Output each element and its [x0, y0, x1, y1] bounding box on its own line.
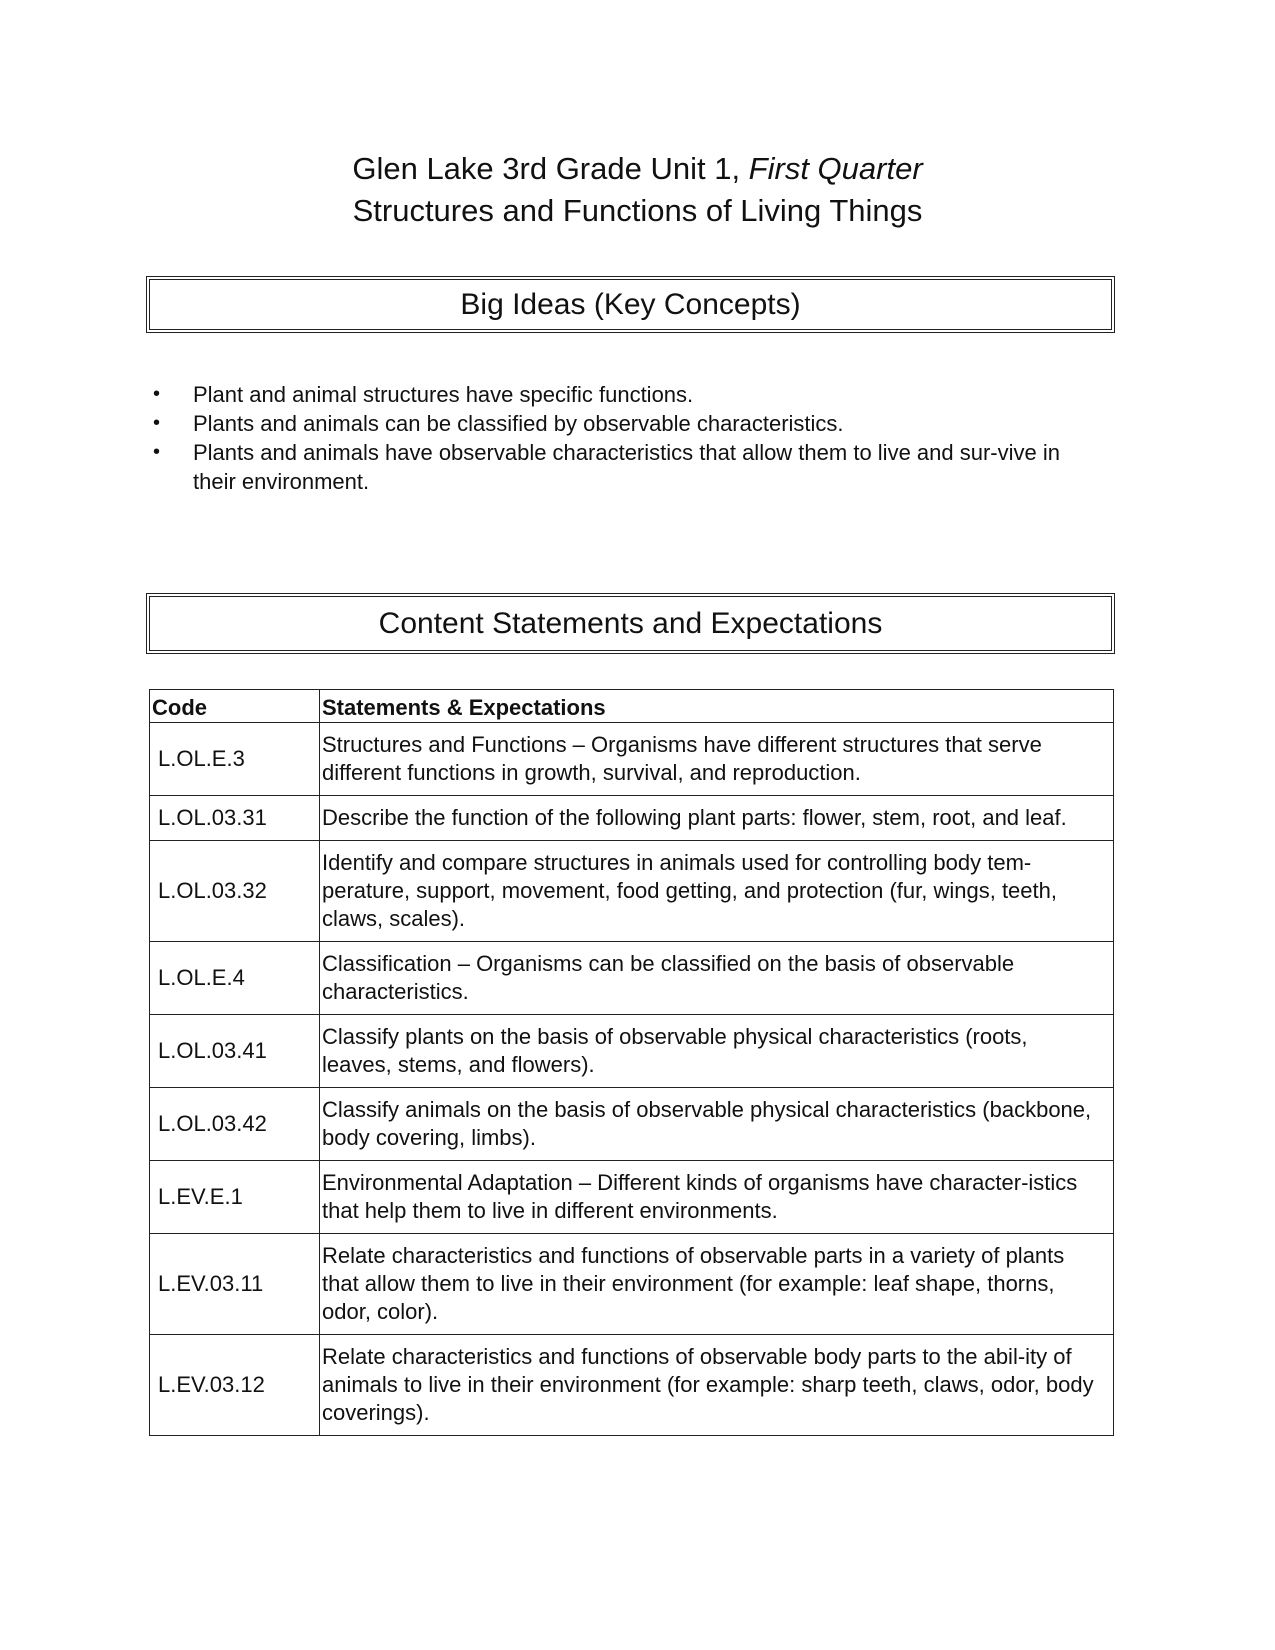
- content-statements-heading: Content Statements and Expectations: [146, 593, 1115, 654]
- row-statement: Classification – Organisms can be classified on the basis of observable characteristics.: [320, 942, 1114, 1015]
- table-header-row: [150, 690, 1114, 723]
- row-code: L.OL.E.4: [150, 942, 320, 1015]
- expectations-table: [149, 689, 1114, 1436]
- table-row: [150, 1015, 1114, 1088]
- row-code: L.OL.03.32: [150, 841, 320, 942]
- table-row: [150, 1088, 1114, 1161]
- row-code: L.OL.E.3: [150, 723, 320, 796]
- big-ideas-list: [153, 380, 1103, 496]
- row-statement: Environmental Adaptation – Different kinds of organisms have character-istics that help them to live in different environments.: [320, 1161, 1114, 1234]
- row-statement: Identify and compare structures in animals used for controlling body tem-perature, support, movement, food getting, and protection (fur, wings, teeth, claws, scales).: [320, 841, 1114, 942]
- document-title: [0, 148, 1275, 232]
- row-statement: Classify plants on the basis of observable physical characteristics (roots, leaves, stems, and flowers).: [320, 1015, 1114, 1088]
- row-code: L.EV.03.12: [150, 1335, 320, 1436]
- big-ideas-heading: Big Ideas (Key Concepts): [146, 276, 1115, 333]
- row-code: L.OL.03.31: [150, 796, 320, 841]
- row-code: L.OL.03.41: [150, 1015, 320, 1088]
- row-code: L.EV.03.11: [150, 1234, 320, 1335]
- big-idea-item: • Plants and animals can be classified by observable characteristics.: [153, 409, 1103, 438]
- title-line-1: [0, 148, 1275, 190]
- row-statement: Relate characteristics and functions of observable body parts to the abil-ity of animals to live in their environment (for example: sharp teeth, claws, odor, body coverings).: [320, 1335, 1114, 1436]
- column-header-statements: Statements & Expectations: [320, 690, 1114, 723]
- table-row: [150, 1335, 1114, 1436]
- table-row: [150, 841, 1114, 942]
- row-code: L.EV.E.1: [150, 1161, 320, 1234]
- column-header-code: Code: [150, 690, 320, 723]
- row-statement: Relate characteristics and functions of observable parts in a variety of plants that allow them to live in their environment (for example: leaf shape, thorns, odor, color).: [320, 1234, 1114, 1335]
- big-idea-item: • Plant and animal structures have specific functions.: [153, 380, 1103, 409]
- row-statement: Classify animals on the basis of observable physical characteristics (backbone, body covering, limbs).: [320, 1088, 1114, 1161]
- table-row: [150, 723, 1114, 796]
- row-code: L.OL.03.42: [150, 1088, 320, 1161]
- title-line-2: Structures and Functions of Living Things: [352, 193, 923, 228]
- big-idea-item: • Plants and animals have observable characteristics that allow them to live and sur-vive in their environment.: [153, 438, 1103, 496]
- title-main: Glen Lake 3rd Grade Unit 1,: [352, 151, 749, 186]
- table-row: [150, 796, 1114, 841]
- title-quarter: First Quarter: [748, 151, 923, 186]
- row-statement: Structures and Functions – Organisms have different structures that serve different functions in growth, survival, and reproduction.: [320, 723, 1114, 796]
- table-row: [150, 1234, 1114, 1335]
- table-row: [150, 1161, 1114, 1234]
- row-statement: Describe the function of the following plant parts: flower, stem, root, and leaf.: [320, 796, 1114, 841]
- table-row: [150, 942, 1114, 1015]
